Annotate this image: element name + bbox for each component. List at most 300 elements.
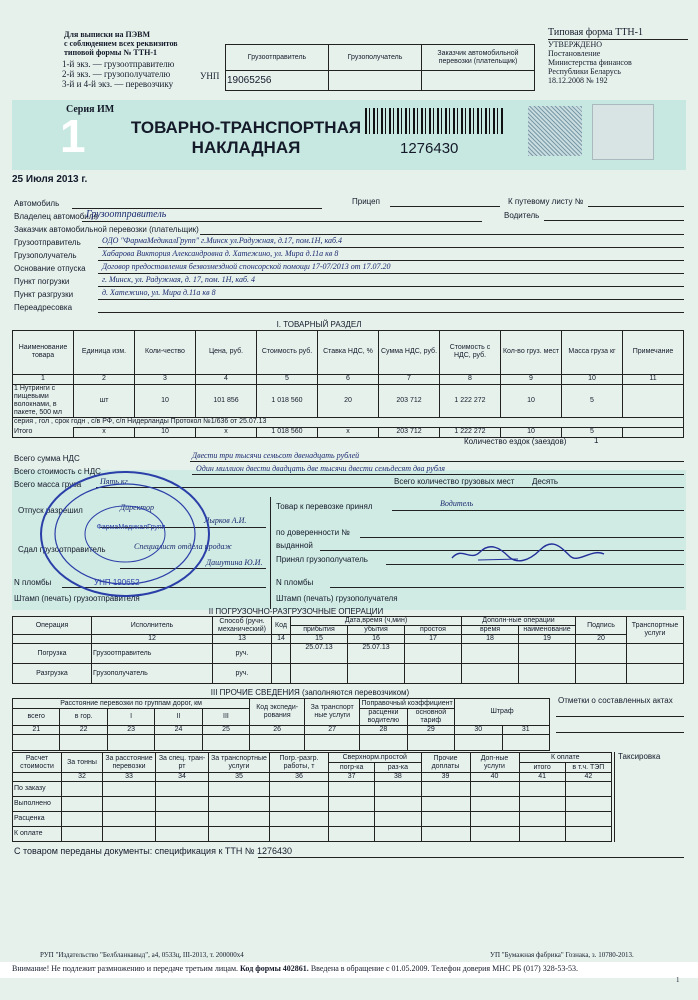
ops-section-title: II ПОГРУЗОЧНО-РАЗГРУЗОЧНЫЕ ОПЕРАЦИИ <box>208 607 384 616</box>
ops-num: 13 <box>213 635 272 644</box>
goods-num: 11 <box>623 374 684 384</box>
goods-h-unit: Единица изм. <box>74 330 135 374</box>
goods-total-cell: 203 712 <box>379 427 440 437</box>
vat-line <box>190 461 684 462</box>
proxy-line <box>360 537 684 538</box>
other-num: 22 <box>60 726 107 735</box>
dist-h-total: всего <box>13 709 60 726</box>
ops-cell <box>272 644 291 664</box>
dist-h-1: I <box>107 709 154 726</box>
calc-cell <box>565 782 611 797</box>
goods-total-cell: х <box>318 427 379 437</box>
receiver-label: Принял грузополучатель <box>276 555 368 564</box>
goods-h-name: Наименование товара <box>13 330 74 374</box>
approval-line4: 18.12.2008 № 192 <box>548 76 608 85</box>
ops-num: 12 <box>92 635 213 644</box>
owner-value: Грузоотправитель <box>86 209 167 220</box>
goods-cell-unit: шт <box>74 384 135 417</box>
ops-cell <box>405 644 462 664</box>
goods-h-total: Стоимость с НДС, руб. <box>440 330 501 374</box>
released-name: Лырков А.И. <box>204 516 247 525</box>
warning-a: Внимание! Не подлежит размножению и передаче третьим лицам. <box>12 964 239 973</box>
acts-line2 <box>556 732 684 733</box>
customer-line <box>200 234 684 235</box>
goods-total-cell: х <box>196 427 257 437</box>
calc-cell <box>156 827 209 842</box>
calc-num: 37 <box>329 773 375 782</box>
ops-h-mode: Способ (ручн. механический) <box>213 617 272 635</box>
other-num: 23 <box>107 726 154 735</box>
goods-section-title: I. ТОВАРНЫЙ РАЗДЕЛ <box>276 320 362 329</box>
loading-line <box>98 286 684 287</box>
calc-cell <box>470 782 519 797</box>
goods-num-row <box>13 374 684 384</box>
goods-num: 6 <box>318 374 379 384</box>
released-value: Директор <box>120 503 155 512</box>
other-cell <box>155 735 202 751</box>
ops-num: 20 <box>576 635 627 644</box>
seals2-label: N пломбы <box>276 578 314 587</box>
calc-num: 35 <box>209 773 270 782</box>
calc-cell <box>375 827 421 842</box>
seals2-line <box>330 587 684 588</box>
acts-label: Отметки о составленных актах <box>558 696 673 705</box>
ops-cell <box>627 644 684 664</box>
title-line1: ТОВАРНО-ТРАНСПОРТНАЯ <box>130 118 362 137</box>
ops-num: 19 <box>519 635 576 644</box>
copy-3: 3-й и 4-й экз. — перевозчику <box>62 79 174 89</box>
customer-label: Заказчик автомобильной перевозки (плательщик) <box>14 225 199 234</box>
goods-cell-mass: 5 <box>562 384 623 417</box>
calc-row <box>13 782 612 797</box>
calc-cell <box>209 812 270 827</box>
calc-cell <box>103 812 156 827</box>
ops-row-load <box>13 644 684 664</box>
ops-row-unload <box>13 664 684 684</box>
series-label: Серия ИМ <box>66 104 115 115</box>
goods-total-row <box>13 427 684 437</box>
goods-cell-price: 101 856 <box>196 384 257 417</box>
dist-h-3: III <box>202 709 249 726</box>
receiver-signature <box>448 542 608 566</box>
goods-h-vat-rate: Ставка НДС, % <box>318 330 379 374</box>
ops-num <box>13 635 92 644</box>
ops-h-dep: убытия <box>348 626 405 635</box>
goods-h-note: Примечание <box>623 330 684 374</box>
calc-cell <box>62 782 103 797</box>
readdress-line <box>98 312 684 313</box>
calc-cell <box>270 797 329 812</box>
goods-h-price: Цена, руб. <box>196 330 257 374</box>
calc-cell <box>270 782 329 797</box>
hologram-left <box>528 106 582 156</box>
ops-h-transport: Транспортные услуги <box>627 617 684 644</box>
document-date: 25 Июля 2013 г. <box>12 174 88 185</box>
goods-cell-qty: 10 <box>135 384 196 417</box>
goods-title-row <box>13 318 684 330</box>
dist-header: Расстояние перевозки по группам дорог, км <box>13 699 250 709</box>
copies-block <box>64 30 214 57</box>
readdress-label: Переадресовка <box>14 303 73 312</box>
goods-num: 10 <box>562 374 623 384</box>
calc-cell <box>209 797 270 812</box>
calc-num: 41 <box>519 773 565 782</box>
calc-cell <box>519 827 565 842</box>
ops-h-name: наименование <box>519 626 576 635</box>
ops-load-arr: 25.07.13 <box>291 644 348 664</box>
approved-label: УТВЕРЖДЕНО <box>548 39 688 49</box>
calc-row-label: Расценка <box>13 812 62 827</box>
unp-table <box>225 44 535 91</box>
warning-line <box>12 964 688 973</box>
calc-num: 38 <box>375 773 421 782</box>
goods-cell-note <box>623 384 684 417</box>
calc-num: 40 <box>470 773 519 782</box>
form-type: Типовая форма ТТН-1 <box>548 27 643 38</box>
other-cell <box>250 735 305 751</box>
ops-load-exec: Грузоотправитель <box>92 644 213 664</box>
unp-col-consignee: Грузополучатель <box>329 45 422 71</box>
consignee-label: Грузополучатель <box>14 251 77 260</box>
barcode <box>365 108 505 134</box>
goods-num: 8 <box>440 374 501 384</box>
calc-cell <box>565 812 611 827</box>
calc-h-extra: Доп-ные услуги <box>470 753 519 773</box>
goods-cell-places: 10 <box>501 384 562 417</box>
ops-cell <box>291 664 348 684</box>
calc-h-works: Погр.-разгр. работы, т <box>270 753 329 773</box>
calc-cell <box>329 782 375 797</box>
calc-h-pay: К оплате <box>519 753 612 763</box>
cost-total-label: Всего стоимость с НДС <box>14 467 101 476</box>
ops-h-dt: Дата,время (ч,мин) <box>291 617 462 626</box>
calc-num: 39 <box>421 773 470 782</box>
calc-h-dist: За расстояние перевозки <box>103 753 156 773</box>
page-number: 1 <box>676 976 680 984</box>
taxation-divider <box>614 752 615 842</box>
ops-cell <box>576 664 627 684</box>
ops-cell <box>519 644 576 664</box>
copy-2: 2-й экз. — грузополучателю <box>62 69 171 79</box>
copies-line2: с соблюдением всех реквизитов <box>64 39 178 48</box>
calc-row-label: К оплате <box>13 827 62 842</box>
calc-row <box>13 797 612 812</box>
other-cell <box>407 735 454 751</box>
ops-unload-label: Разгрузка <box>13 664 92 684</box>
calc-h-total: итого <box>519 763 565 773</box>
goods-num: 3 <box>135 374 196 384</box>
approval-line3: Республики Беларусь <box>548 67 621 76</box>
calc-num: 33 <box>103 773 156 782</box>
basis-label: Основание отпуска <box>14 264 86 273</box>
calc-cell <box>62 797 103 812</box>
calc-num <box>13 773 62 782</box>
copies-list <box>62 59 222 89</box>
calc-h-tons: За тонны <box>62 753 103 773</box>
calc-cell <box>156 782 209 797</box>
accepted-value: Водитель <box>440 499 474 508</box>
mass-total-label: Всего масса груза <box>14 480 82 489</box>
acts-line1 <box>556 716 684 717</box>
other-cell <box>60 735 107 751</box>
ops-cell <box>462 644 519 664</box>
calc-cell <box>470 797 519 812</box>
other-table <box>12 698 550 751</box>
other-num-row <box>13 726 550 735</box>
calc-cell <box>421 812 470 827</box>
title-line2: НАКЛАДНАЯ <box>191 138 301 157</box>
calc-num: 34 <box>156 773 209 782</box>
ops-h-op: Операция <box>13 617 92 635</box>
calc-cell <box>329 812 375 827</box>
ops-h-time: время <box>462 626 519 635</box>
other-cell <box>502 735 550 751</box>
ops-unload-exec: Грузополучатель <box>92 664 213 684</box>
ops-num: 16 <box>348 635 405 644</box>
ops-h-extra: Дополн-ные операции <box>462 617 576 626</box>
goods-num: 4 <box>196 374 257 384</box>
unp-customer-value <box>422 71 535 91</box>
goods-total-cell <box>623 427 684 437</box>
calc-h-load: погр-ка <box>329 763 375 773</box>
calc-cell <box>470 812 519 827</box>
trailer-line <box>390 206 500 207</box>
goods-num: 5 <box>257 374 318 384</box>
calc-cell <box>62 827 103 842</box>
ops-h-exec: Исполнитель <box>92 617 213 635</box>
goods-num: 7 <box>379 374 440 384</box>
calc-row <box>13 812 612 827</box>
ops-cell <box>272 664 291 684</box>
ops-cell <box>627 664 684 684</box>
calc-h-calc: Расчет стоимости <box>13 753 62 773</box>
copy-1: 1-й экз. — грузоотправителю <box>62 59 175 69</box>
accepted-line <box>392 510 684 511</box>
other-num: 26 <box>250 726 305 735</box>
calc-cell <box>421 797 470 812</box>
approval-line2: Министерства финансов <box>548 58 632 67</box>
calc-row-label: По заказу <box>13 782 62 797</box>
document-title <box>116 118 376 158</box>
goods-total-cell: 1 222 272 <box>440 427 501 437</box>
calc-cell <box>270 827 329 842</box>
shipper-label: Грузоотправитель <box>14 238 81 247</box>
unp-consignee-value <box>329 71 422 91</box>
ops-cell <box>462 664 519 684</box>
hologram-right <box>592 104 654 160</box>
driver-label: Водитель <box>504 211 540 220</box>
ops-load-label: Погрузка <box>13 644 92 664</box>
consignee-stamp-label: Штамп (печать) грузополучателя <box>276 594 398 603</box>
auto-label: Автомобиль <box>14 199 60 208</box>
calc-cell <box>565 797 611 812</box>
ops-cell <box>405 664 462 684</box>
calc-row <box>13 827 612 842</box>
calc-cell <box>375 782 421 797</box>
goods-total-cell: 5 <box>562 427 623 437</box>
goods-h-mass: Масса груза кг <box>562 330 623 374</box>
handed-value: Специалист отдела продаж <box>134 542 232 551</box>
consignee-line <box>98 260 684 261</box>
copy-number: 1 <box>60 110 86 162</box>
places-total-value: Десять <box>532 477 559 486</box>
stamp-text: ФармаМедикалГрупп <box>96 524 166 531</box>
coef-header: Поправочный коэффициент <box>361 699 453 707</box>
owner-label: Владелец автомобиля <box>14 212 98 221</box>
goods-table <box>12 318 684 438</box>
ops-cell <box>348 664 405 684</box>
goods-h-places: Кол-во груз. мест <box>501 330 562 374</box>
goods-total-cell: 1 018 560 <box>257 427 318 437</box>
handed-label: Сдал грузоотправитель <box>18 545 106 554</box>
company-stamp <box>38 468 212 600</box>
calc-table <box>12 752 612 842</box>
other-num: 28 <box>360 726 407 735</box>
goods-cell-name: 1 Нутринги с пищевыми волокнами, в пакете, 500 мл <box>13 384 74 417</box>
goods-num: 9 <box>501 374 562 384</box>
calc-cell <box>103 827 156 842</box>
calc-cell <box>329 827 375 842</box>
calc-cell <box>565 827 611 842</box>
consignee-value: Хабарова Виктория Александровна д. Хатежино, ул. Мира д.11а кв 8 <box>102 249 339 258</box>
accepted-label: Товар к перевозке принял <box>276 502 373 511</box>
goods-total-label: Итого <box>13 427 74 437</box>
ops-num: 17 <box>405 635 462 644</box>
ops-num: 18 <box>462 635 519 644</box>
other-cell <box>202 735 249 751</box>
goods-num: 2 <box>74 374 135 384</box>
other-num: 31 <box>502 726 550 735</box>
goods-num: 1 <box>13 374 74 384</box>
shipper-line <box>98 247 684 248</box>
other-cell <box>13 735 60 751</box>
calc-cell <box>421 827 470 842</box>
goods-cell-cost: 1 018 560 <box>257 384 318 417</box>
fine-header: Штраф <box>455 699 550 726</box>
goods-total-cell: 10 <box>501 427 562 437</box>
seals-label: N пломбы <box>14 578 52 587</box>
unp-col-shipper: Грузоотправитель <box>226 45 329 71</box>
other-num: 29 <box>407 726 454 735</box>
shipper-stamp-label: Штамп (печать) грузоотправителя <box>14 594 140 603</box>
calc-num-row <box>13 773 612 782</box>
ops-unload-mode: руч. <box>213 664 272 684</box>
goods-h-cost: Стоимость руб. <box>257 330 318 374</box>
calc-cell <box>421 782 470 797</box>
transport-header: За транспорт ные услуги <box>305 699 360 726</box>
calc-cell <box>209 827 270 842</box>
calc-cell <box>62 812 103 827</box>
places-total-label: Всего количество грузовых мест <box>394 477 515 486</box>
unloading-line <box>98 299 684 300</box>
calc-cell <box>209 782 270 797</box>
calc-cell <box>519 797 565 812</box>
goods-total-cell: х <box>74 427 135 437</box>
goods-cell-vat-sum: 203 712 <box>379 384 440 417</box>
loading-value: г. Минск, ул. Радужная, д. 17, пом. 1Н, каб. 4 <box>102 275 255 284</box>
dist-h-2: II <box>155 709 202 726</box>
shipper-value: ОДО "ФармаМедикалГрупп" г.Минск ул.Радужная, д.17, пом.1Н, каб.4 <box>102 236 343 245</box>
calc-cell <box>156 797 209 812</box>
ops-h-code: Код <box>272 617 291 635</box>
goods-total-cell: 10 <box>135 427 196 437</box>
approval-line1: Постановление <box>548 49 601 58</box>
calc-num: 32 <box>62 773 103 782</box>
exp-code-header: Код экспеди-рования <box>250 699 305 726</box>
other-num: 27 <box>305 726 360 735</box>
calc-cell <box>375 812 421 827</box>
released-label: Отпуск разрешил <box>18 506 83 515</box>
goods-h-vat-sum: Сумма НДС, руб. <box>379 330 440 374</box>
goods-row-note: серия , гол , срок годн , с/в РФ, с/п Нидерланды Протокол №1/636 от 25.07.13 <box>13 417 684 427</box>
other-num: 24 <box>155 726 202 735</box>
calc-cell <box>329 797 375 812</box>
other-num: 25 <box>202 726 249 735</box>
trips-label: Количество ездок (заездов) <box>464 437 567 446</box>
calc-h-unload: раз-ка <box>375 763 421 773</box>
calc-h-spec: За спец. тран-рт <box>156 753 209 773</box>
ops-num-row <box>13 635 684 644</box>
warning-form-code: Код формы 402861. <box>240 964 309 973</box>
copies-title: Для выписки на ПЭВМ <box>64 30 151 39</box>
coef-pay-header: расценки водителю <box>360 709 407 726</box>
vat-total-value: Двести три тысячи семьсот двенадцать рублей <box>192 451 360 460</box>
cost-total-value: Один миллион двести двадцать две тысячи двести семьдесят два рубля <box>196 464 445 473</box>
calc-cell <box>519 812 565 827</box>
goods-cell-vat-rate: 20 <box>318 384 379 417</box>
stamp-unp: УНП 190652 <box>94 578 140 587</box>
copies-line3: типовой формы № ТТН-1 <box>64 48 157 57</box>
approval-block <box>548 28 688 85</box>
documents-passed: С товаром переданы документы: спецификация к ТТН № 1276430 <box>14 846 293 856</box>
mass-total-value: Пять кг <box>100 477 128 486</box>
ops-num: 14 <box>272 635 291 644</box>
calc-cell <box>470 827 519 842</box>
ops-cell <box>576 644 627 664</box>
calc-row-label: Выполнено <box>13 797 62 812</box>
printer-left: РУП "Издательство "Белбланкавыд", а4, 0533ц, III-2013, т. 200000х4 <box>40 951 244 959</box>
ops-load-dep: 25.07.13 <box>348 644 405 664</box>
basis-line <box>98 273 684 274</box>
unp-label: УНП <box>200 71 220 81</box>
other-cell <box>360 735 407 751</box>
calc-cell <box>103 797 156 812</box>
trips-value: 1 <box>594 436 599 445</box>
calc-h-other: Прочие доплаты <box>421 753 470 773</box>
printer-right: УП "Бумажная фабрика" Гознака, з. 10780-2013. <box>490 951 634 959</box>
calc-cell <box>270 812 329 827</box>
documents-line <box>258 857 684 858</box>
unp-col-customer: Заказчик автомобильной перевозки (плательщик) <box>422 45 535 71</box>
calc-cell <box>103 782 156 797</box>
handed-name: Дашутина Ю.И. <box>206 558 263 567</box>
ops-h-idle: простоя <box>405 626 462 635</box>
calc-cell <box>519 782 565 797</box>
calc-h-tep: в т.ч. ТЭП <box>565 763 611 773</box>
document-number: 1276430 <box>400 140 459 157</box>
coef-tarif-header: основной тариф <box>407 709 454 726</box>
waybill-label: К путевому листу № <box>508 197 584 206</box>
other-cell <box>305 735 360 751</box>
unloading-label: Пункт разгрузки <box>14 290 74 299</box>
dist-h-city: в гор. <box>60 709 107 726</box>
ops-cell <box>519 664 576 684</box>
ops-h-sign: Подпись <box>576 617 627 635</box>
issued-label: выданной <box>276 541 313 550</box>
goods-cell-total: 1 222 272 <box>440 384 501 417</box>
unloading-value: д. Хатежино, ул. Мира д.11а кв 8 <box>102 288 216 297</box>
ops-table <box>12 616 684 684</box>
